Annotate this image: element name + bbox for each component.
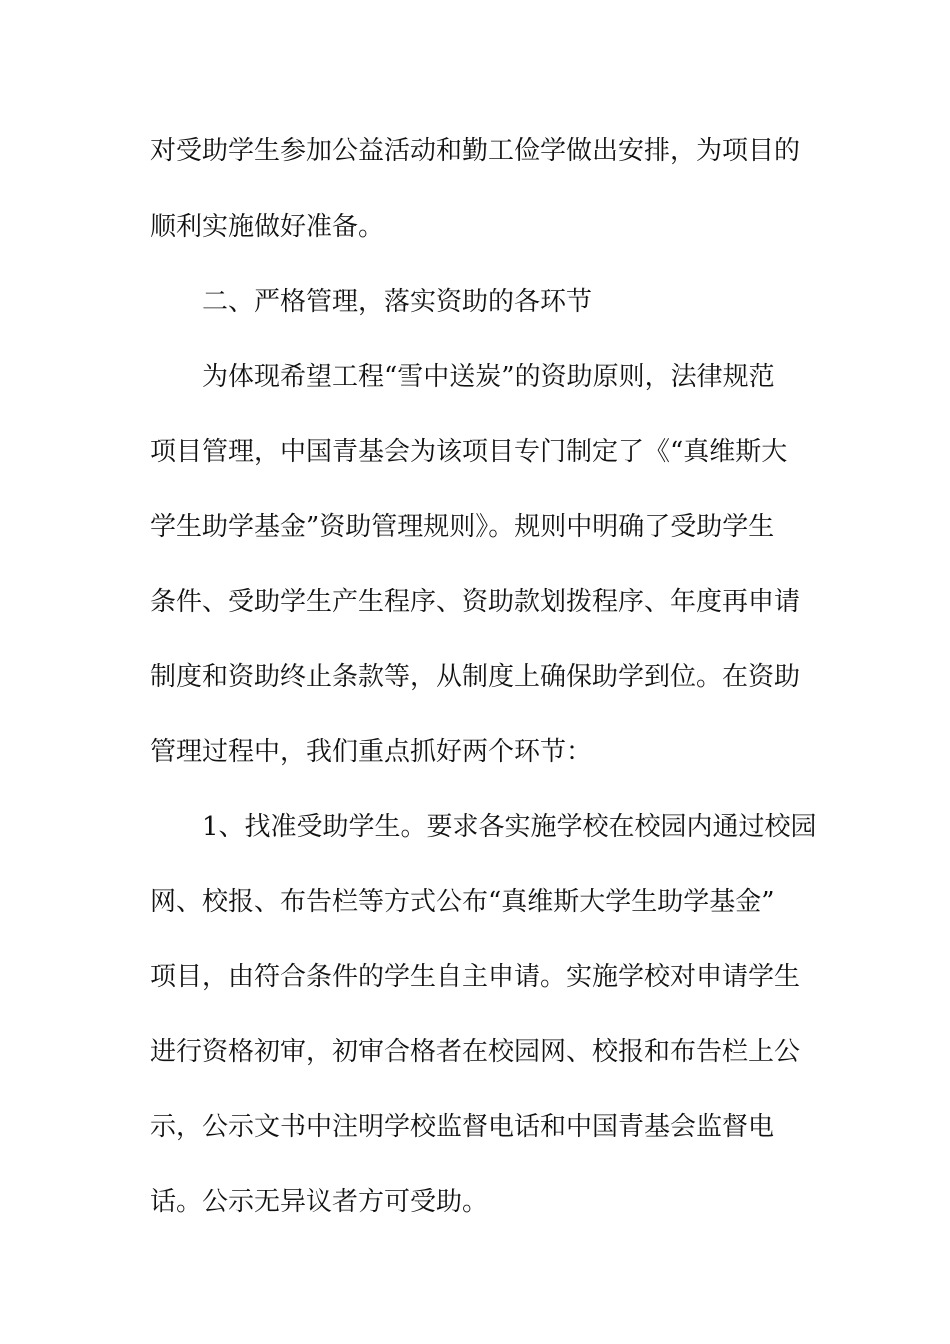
body-text-line: 制度和资助终止条款等，从制度上确保助学到位。在资助: [150, 662, 801, 692]
body-text-line: 话。公示无异议者方可受助。: [150, 1187, 489, 1217]
body-text-line: 项目，由符合条件的学生自主申请。实施学校对申请学生: [150, 962, 801, 992]
paragraph-start-line: 为体现希望工程“雪中送炭”的资助原则，法律规范: [202, 362, 775, 392]
body-text-line: 项目管理，中国青基会为该项目专门制定了《“真维斯大: [150, 437, 788, 467]
body-text-line: 对受助学生参加公益活动和勤工俭学做出安排，为项目的: [150, 136, 801, 166]
body-text-line: 示，公示文书中注明学校监督电话和中国青基会监督电: [150, 1112, 775, 1142]
body-text-line: 管理过程中，我们重点抓好两个环节：: [150, 737, 593, 767]
numbered-item-start-line: 1、找准受助学生。要求各实施学校在校园内通过校园: [202, 812, 817, 842]
section-heading: 二、严格管理，落实资助的各环节: [202, 287, 593, 317]
body-text-line: 顺利实施做好准备。: [150, 212, 385, 242]
body-text-line: 进行资格初审，初审合格者在校园网、校报和布告栏上公: [150, 1037, 801, 1067]
body-text-line: 条件、受助学生产生程序、资助款划拨程序、年度再申请: [150, 587, 801, 617]
body-text-line: 网、校报、布告栏等方式公布“真维斯大学生助学基金”: [150, 887, 775, 917]
body-text-line: 学生助学基金”资助管理规则》。规则中明确了受助学生: [150, 512, 775, 542]
